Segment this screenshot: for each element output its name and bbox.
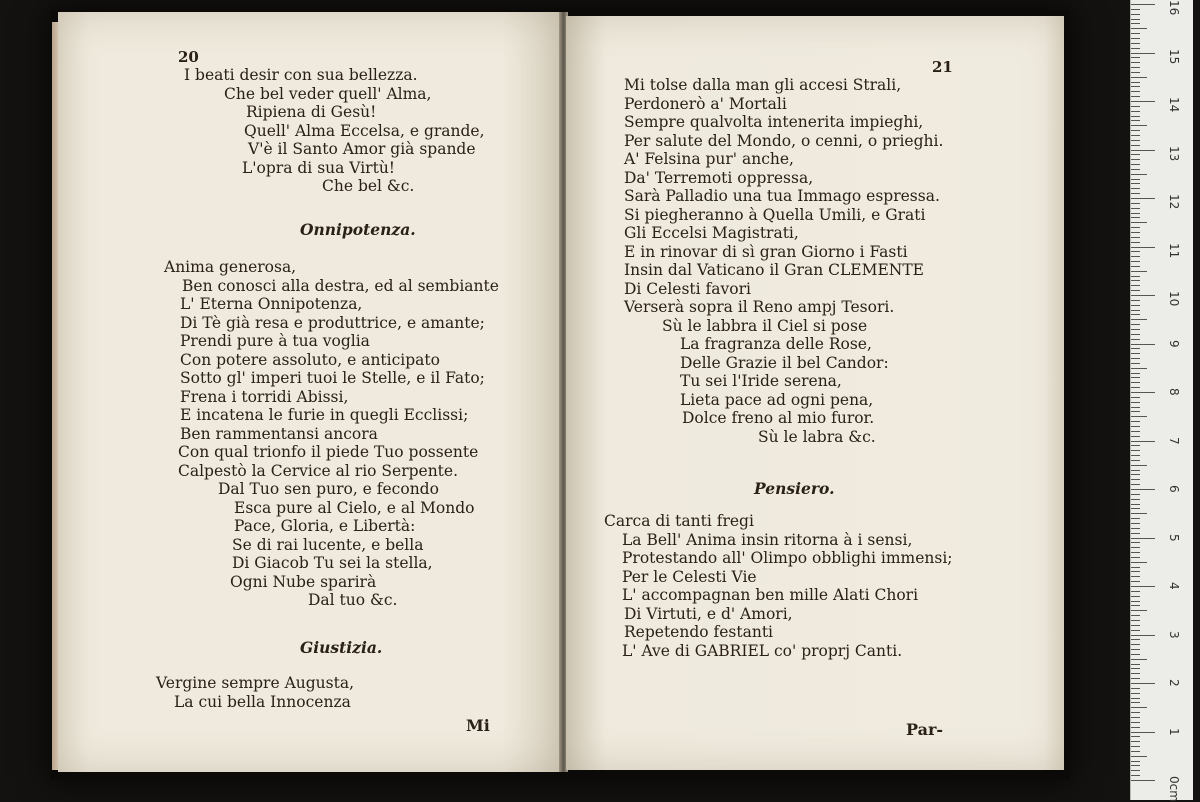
- ruler-tick: [1131, 339, 1140, 340]
- ruler-tick: [1131, 28, 1147, 29]
- ruler-label: 11: [1167, 242, 1181, 258]
- ruler-tick: [1131, 765, 1140, 766]
- ruler-tick: [1131, 140, 1140, 141]
- ruler-tick: [1131, 91, 1140, 92]
- verse-line: Se di rai lucente, e bella: [232, 535, 424, 554]
- ruler-tick: [1131, 664, 1140, 665]
- ruler-tick: [1131, 130, 1140, 131]
- verse-line: V'è il Santo Amor già spande: [248, 140, 476, 158]
- ruler-tick: [1131, 470, 1140, 471]
- measuring-ruler: [1130, 0, 1193, 800]
- left-page-number: 20: [178, 48, 199, 66]
- verse-line: Verserà sopra il Reno ampj Tesori.: [624, 298, 895, 316]
- ruler-tick: [1131, 571, 1140, 572]
- ruler-tick: [1131, 377, 1140, 378]
- ruler-tick: [1131, 203, 1140, 204]
- ruler-tick: [1131, 547, 1140, 548]
- ruler-tick: [1131, 508, 1140, 509]
- ruler-tick: [1131, 232, 1140, 233]
- ruler-tick: [1131, 426, 1140, 427]
- ruler-tick: [1131, 77, 1147, 78]
- ruler-tick: [1131, 373, 1140, 374]
- verse-line: Di Celesti favori: [624, 279, 751, 298]
- ruler-tick: [1131, 402, 1140, 403]
- ruler-tick: [1131, 14, 1140, 15]
- section-heading-pensiero: Pensiero.: [754, 479, 835, 498]
- left-stanza-1: [164, 258, 499, 610]
- ruler-tick: [1131, 732, 1155, 733]
- verse-line: Lieta pace ad ogni pena,: [680, 390, 874, 409]
- ruler-tick: [1131, 295, 1155, 296]
- ruler-tick: [1131, 586, 1155, 587]
- verse-line: L'opra di sua Virtù!: [242, 158, 396, 177]
- verse-line: Dal tuo &c.: [308, 591, 398, 609]
- ruler-tick: [1131, 19, 1140, 20]
- ruler-tick: [1131, 542, 1140, 543]
- ruler-tick: [1131, 557, 1140, 558]
- ruler-label: 9: [1167, 339, 1181, 348]
- ruler-tick: [1131, 344, 1155, 345]
- ruler-tick: [1131, 86, 1140, 87]
- ruler-tick: [1131, 348, 1140, 349]
- ruler-label: 15: [1167, 48, 1181, 64]
- ruler-tick: [1131, 368, 1147, 369]
- right-stanza-2: [604, 512, 953, 660]
- ruler-tick: [1131, 314, 1140, 315]
- ruler-tick: [1131, 208, 1140, 209]
- verse-line: Vergine sempre Augusta,: [156, 674, 355, 692]
- ruler-tick: [1131, 145, 1140, 146]
- ruler-tick: [1131, 280, 1140, 281]
- ruler-tick: [1131, 242, 1140, 243]
- ruler-tick: [1131, 736, 1140, 737]
- verse-line: Quell' Alma Eccelsa, e grande,: [244, 121, 485, 140]
- ruler-tick: [1131, 222, 1147, 223]
- ruler-tick: [1131, 198, 1155, 199]
- ruler-tick: [1131, 746, 1140, 747]
- verse-line: E in rinovar di sì gran Giorno i Fasti: [624, 242, 908, 261]
- verse-line: Che bel &c.: [322, 177, 415, 195]
- ruler-tick: [1131, 615, 1140, 616]
- verse-line: Sù le labra &c.: [758, 427, 876, 446]
- ruler-tick: [1131, 431, 1140, 432]
- ruler-tick: [1131, 775, 1140, 776]
- ruler-tick: [1131, 353, 1140, 354]
- right-stanza-1: [624, 76, 943, 446]
- ruler-tick: [1131, 276, 1140, 277]
- left-catchword: Mi: [466, 716, 490, 735]
- ruler-tick: [1131, 727, 1140, 728]
- ruler-tick: [1131, 159, 1140, 160]
- ruler-tick: [1131, 504, 1140, 505]
- ruler-tick: [1131, 397, 1140, 398]
- verse-line: Anima generosa,: [164, 258, 297, 276]
- ruler-tick: [1131, 436, 1140, 437]
- ruler-tick: [1131, 179, 1140, 180]
- ruler-tick: [1131, 460, 1140, 461]
- ruler-tick: [1131, 494, 1140, 495]
- ruler-tick: [1131, 193, 1140, 194]
- verse-line: Per le Celesti Vie: [622, 567, 757, 586]
- ruler-tick: [1131, 761, 1140, 762]
- ruler-tick: [1131, 630, 1140, 631]
- verse-line: Ben conosci alla destra, ed al sembiante: [182, 276, 499, 295]
- ruler-tick: [1131, 644, 1140, 645]
- verse-line: Calpestò la Cervice al rio Serpente.: [178, 461, 459, 480]
- ruler-tick: [1131, 256, 1140, 257]
- verse-line: Sotto gl' imperi tuoi le Stelle, e il Fato;: [180, 369, 485, 387]
- ruler-tick: [1131, 523, 1140, 524]
- verse-line: Con potere assoluto, e anticipato: [180, 350, 440, 369]
- verse-line: Da' Terremoti oppressa,: [624, 168, 814, 187]
- ruler-label: 14: [1167, 97, 1181, 113]
- ruler-tick: [1131, 780, 1155, 781]
- ruler-tick: [1131, 67, 1140, 68]
- verse-line: Con qual trionfo il piede Tuo possente: [178, 443, 479, 461]
- ruler-tick: [1131, 654, 1140, 655]
- ruler-tick: [1131, 101, 1155, 102]
- ruler-tick: [1131, 683, 1155, 684]
- ruler-tick: [1131, 659, 1147, 660]
- ruler-tick: [1131, 474, 1140, 475]
- verse-line: La Bell' Anima insin ritorna à i sensi,: [622, 530, 913, 549]
- ruler-tick: [1131, 305, 1140, 306]
- ruler-tick: [1131, 552, 1140, 553]
- ruler-tick: [1131, 154, 1140, 155]
- verse-line: L' accompagnan ben mille Alati Chori: [622, 586, 919, 604]
- ruler-label: 12: [1167, 194, 1181, 210]
- verse-line: L' Ave di GABRIEL co' proprj Canti.: [622, 641, 903, 660]
- verse-line: Mi tolse dalla man gli accesi Strali,: [624, 76, 902, 94]
- verse-line: Di Giacob Tu sei la stella,: [232, 554, 433, 572]
- ruler-tick: [1131, 62, 1140, 63]
- ruler-tick: [1131, 479, 1140, 480]
- verse-line: Dolce freno al mio furor.: [682, 409, 875, 427]
- ruler-tick: [1131, 717, 1140, 718]
- verse-line: Si piegheranno à Quella Umili, e Grati: [624, 205, 926, 224]
- ruler-tick: [1131, 135, 1140, 136]
- ruler-label: 5: [1167, 533, 1181, 542]
- ruler-tick: [1131, 48, 1140, 49]
- ruler-tick: [1131, 484, 1140, 485]
- ruler-label: 4: [1167, 582, 1181, 590]
- left-top-verse: [184, 66, 485, 196]
- ruler-tick: [1131, 567, 1140, 568]
- ruler-tick: [1131, 562, 1147, 563]
- right-catchword: Par-: [906, 720, 944, 739]
- verse-line: Ben rammentansi ancora: [180, 424, 378, 443]
- verse-line: Sarà Palladio una tua Immago espressa.: [624, 187, 940, 205]
- ruler-tick: [1131, 285, 1140, 286]
- verse-line: Dal Tuo sen puro, e fecondo: [218, 480, 439, 498]
- verse-line: Frena i torridi Abissi,: [180, 387, 349, 406]
- ruler-tick: [1131, 610, 1147, 611]
- verse-line: La fragranza delle Rose,: [680, 335, 872, 353]
- ruler-tick: [1131, 392, 1155, 393]
- ruler-tick: [1131, 770, 1140, 771]
- ruler-tick: [1131, 518, 1140, 519]
- ruler-tick: [1131, 329, 1140, 330]
- ruler-tick: [1131, 150, 1155, 151]
- ruler-tick: [1131, 188, 1140, 189]
- ruler-tick: [1131, 591, 1140, 592]
- verse-line: Che bel veder quell' Alma,: [224, 84, 432, 103]
- verse-line: Delle Grazie il bel Candor:: [680, 353, 889, 372]
- ruler-tick: [1131, 407, 1140, 408]
- ruler-tick: [1131, 722, 1140, 723]
- verse-line: Di Virtuti, e d' Amori,: [624, 604, 793, 623]
- verse-line: Tu sei l'Iride serena,: [680, 372, 842, 390]
- ruler-tick: [1131, 441, 1155, 442]
- verse-line: Pace, Gloria, e Libertà:: [234, 517, 416, 535]
- verse-line: Ogni Nube sparirà: [230, 572, 377, 591]
- ruler-tick: [1131, 266, 1140, 267]
- verse-line: E incatena le furie in quegli Ecclissi;: [180, 406, 469, 424]
- ruler-tick: [1131, 702, 1140, 703]
- ruler-tick: [1131, 125, 1147, 126]
- ruler-tick: [1131, 712, 1140, 713]
- verse-line: Protestando all' Olimpo obblighi immensi;: [622, 549, 953, 567]
- ruler-label: 2: [1167, 679, 1181, 687]
- ruler-label: 16: [1167, 0, 1181, 16]
- ruler-tick: [1131, 247, 1155, 248]
- ruler-tick: [1131, 213, 1140, 214]
- ruler-tick: [1131, 237, 1140, 238]
- ruler-tick: [1131, 290, 1140, 291]
- verse-line: Carca di tanti fregi: [604, 512, 754, 530]
- ruler-tick: [1131, 106, 1140, 107]
- ruler-tick: [1131, 363, 1140, 364]
- ruler-label: 8: [1167, 388, 1181, 396]
- verse-line: La cui bella Innocenza: [174, 692, 351, 711]
- ruler-tick: [1131, 358, 1140, 359]
- verse-line: Sempre qualvolta intenerita impieghi,: [624, 113, 924, 131]
- ruler-tick: [1131, 169, 1140, 170]
- ruler-tick: [1131, 116, 1140, 117]
- ruler-tick: [1131, 596, 1140, 597]
- ruler-tick: [1131, 261, 1140, 262]
- verse-line: Gli Eccelsi Magistrati,: [624, 224, 799, 242]
- ruler-tick: [1131, 625, 1140, 626]
- verse-line: Di Tè già resa e produttrice, e amante;: [180, 313, 485, 332]
- ruler-tick: [1131, 649, 1140, 650]
- ruler-tick: [1131, 639, 1140, 640]
- ruler-tick: [1131, 489, 1155, 490]
- ruler-tick: [1131, 756, 1147, 757]
- ruler-tick: [1131, 513, 1147, 514]
- ruler-tick: [1131, 33, 1140, 34]
- right-page: [566, 16, 1064, 770]
- verse-line: A' Felsina pur' anche,: [624, 150, 794, 168]
- ruler-tick: [1131, 688, 1140, 689]
- ruler-tick: [1131, 538, 1155, 539]
- verse-line: Insin dal Vaticano il Gran CLEMENTE: [624, 261, 924, 279]
- ruler-tick: [1131, 382, 1140, 383]
- ruler-tick: [1131, 455, 1140, 456]
- ruler-label: 1: [1167, 727, 1181, 736]
- ruler-tick: [1131, 620, 1140, 621]
- verse-line: Esca pure al Cielo, e al Mondo: [234, 498, 475, 517]
- right-page-number: 21: [932, 58, 953, 76]
- ruler-tick: [1131, 164, 1140, 165]
- ruler-tick: [1131, 416, 1147, 417]
- ruler-tick: [1131, 319, 1147, 320]
- verse-line: I beati desir con sua bellezza.: [184, 66, 418, 84]
- ruler-label: 0cm: [1167, 776, 1181, 802]
- left-stanza-2: [156, 674, 354, 711]
- ruler-tick: [1131, 387, 1140, 388]
- verse-line: Per salute del Mondo, o cenni, o prieghi.: [624, 131, 944, 150]
- ruler-tick: [1131, 227, 1140, 228]
- ruler-tick: [1131, 251, 1140, 252]
- ruler-tick: [1131, 23, 1140, 24]
- verse-line: Ripiena di Gesù!: [246, 103, 377, 121]
- ruler-tick: [1131, 271, 1147, 272]
- ruler-tick: [1131, 9, 1140, 10]
- ruler-tick: [1131, 57, 1140, 58]
- ruler-tick: [1131, 300, 1140, 301]
- ruler-tick: [1131, 465, 1147, 466]
- ruler-tick: [1131, 174, 1147, 175]
- verse-line: L' Eterna Onnipotenza,: [180, 295, 363, 313]
- ruler-tick: [1131, 741, 1140, 742]
- left-page: [58, 12, 562, 772]
- ruler-tick: [1131, 533, 1140, 534]
- ruler-tick: [1131, 411, 1140, 412]
- ruler-tick: [1131, 421, 1140, 422]
- ruler-tick: [1131, 751, 1140, 752]
- ruler-tick: [1131, 698, 1140, 699]
- ruler-tick: [1131, 673, 1140, 674]
- ruler-tick: [1131, 576, 1140, 577]
- ruler-tick: [1131, 310, 1140, 311]
- section-heading-giustizia: Giustizia.: [300, 638, 383, 657]
- ruler-tick: [1131, 678, 1140, 679]
- ruler-tick: [1131, 217, 1140, 218]
- ruler-tick: [1131, 38, 1140, 39]
- ruler-tick: [1131, 707, 1147, 708]
- ruler-tick: [1131, 635, 1155, 636]
- ruler-tick: [1131, 581, 1140, 582]
- ruler-tick: [1131, 528, 1140, 529]
- ruler-tick: [1131, 693, 1140, 694]
- ruler-tick: [1131, 334, 1140, 335]
- verse-line: Repetendo festanti: [624, 623, 774, 641]
- ruler-tick: [1131, 53, 1155, 54]
- ruler-tick: [1131, 499, 1140, 500]
- ruler-label: 3: [1167, 630, 1181, 639]
- verse-line: Sù le labbra il Ciel si pose: [662, 316, 868, 335]
- verse-line: Prendi pure à tua voglia: [180, 332, 370, 350]
- verse-line: Perdonerò a' Mortali: [624, 94, 787, 113]
- ruler-tick: [1131, 111, 1140, 112]
- ruler-tick: [1131, 183, 1140, 184]
- ruler-tick: [1131, 120, 1140, 121]
- ruler-tick: [1131, 445, 1140, 446]
- ruler-tick: [1131, 96, 1140, 97]
- ruler-label: 10: [1167, 291, 1181, 307]
- ruler-tick: [1131, 72, 1140, 73]
- ruler-label: 6: [1167, 485, 1181, 493]
- ruler-tick: [1131, 605, 1140, 606]
- ruler-tick: [1131, 43, 1140, 44]
- ruler-label: 13: [1167, 145, 1181, 161]
- ruler-tick: [1131, 324, 1140, 325]
- ruler-tick: [1131, 450, 1140, 451]
- ruler-tick: [1131, 4, 1155, 5]
- ruler-tick: [1131, 82, 1140, 83]
- section-heading-onnipotenza: Onnipotenza.: [300, 220, 416, 239]
- ruler-label: 7: [1167, 436, 1181, 445]
- ruler-tick: [1131, 668, 1140, 669]
- ruler-tick: [1131, 601, 1140, 602]
